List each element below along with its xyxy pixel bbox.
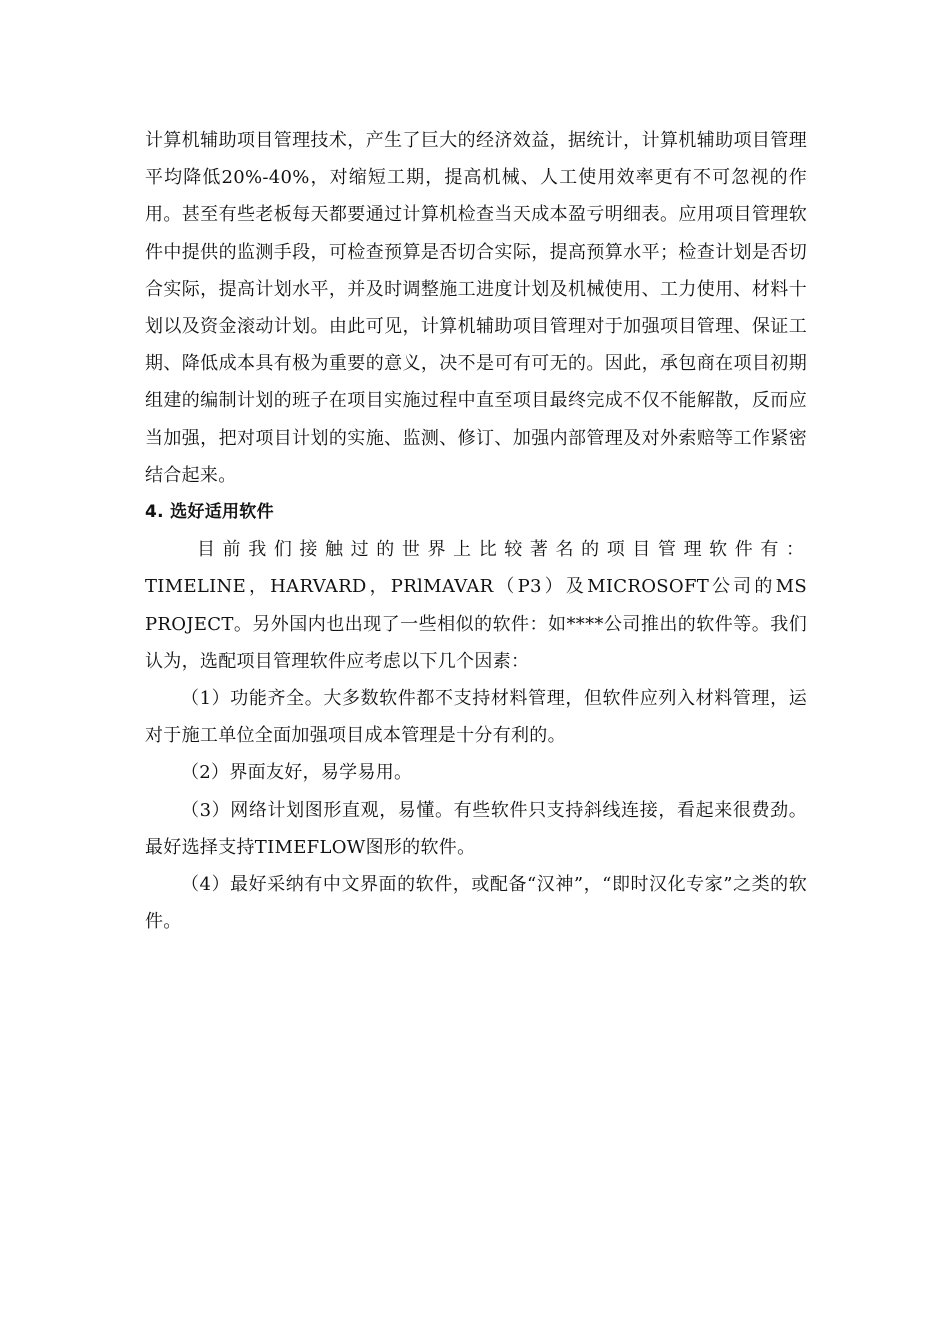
paragraph-software-list-first-line: 目前我们接触过的世界上比较著名的项目管理软件有： bbox=[197, 539, 807, 561]
section-heading-choose-software: 4. 选好适用软件 bbox=[145, 502, 274, 523]
paragraph-computer-aided-management: 计算机辅助项目管理技术，产生了巨大的经济效益，据统计，计算机辅助项目管理平均降低20%-40%，对缩短工期，提高机械、人工使用效率更有不可忽视的作用。甚至有些老板每天都要通过计算机检查当天成本盈亏明细表。应用项目管理软件中提供的监测手段，可检查预算是否切合实际，提高预算水平；检查计划是否切合实际，提高计划水平，并及时调整施工进度计划及机械使用、工力使用、材料十划以及资金滚动计划。由此可见，计算机辅助项目管理对于加强项目管理、保证工期、降低成本具有极为重要的意义，决不是可有可无的。因此，承包商在项目初期组建的编制计划的班子在项目实施过程中直至项目最终完成不仅不能解散，反而应当加强，把对项目计划的实施、监测、修订、加强内部管理及对外索赔等工作紧密结合起来。 bbox=[145, 130, 807, 486]
document-body bbox=[145, 122, 807, 940]
list-item-friendly-interface: （2）界面友好，易学易用。 bbox=[181, 762, 413, 784]
list-item-chinese-interface: （4）最好采纳有中文界面的软件，或配备“汉神”，“即时汉化专家”之类的软件。 bbox=[145, 874, 807, 933]
paragraph-software-list bbox=[145, 531, 807, 680]
list-item-full-function: （1）功能齐全。大多数软件都不支持材料管理，但软件应列入材料管理，运对于施工单位全面加强项目成本管理是十分有利的。 bbox=[145, 688, 807, 747]
paragraph-software-list-rest: TIMELINE，HARVARD，PRlMAVAR（P3）及MICROSOFT公司的MS PROJECT。另外国内也出现了一些相似的软件：如****公司推出的软件等。我们认为，选配项目管理软件应考虑以下几个因素： bbox=[145, 576, 807, 672]
list-item-network-graph: （3）网络计划图形直观，易懂。有些软件只支持斜线连接，看起来很费劲。最好选择支持TIMEFLOW图形的软件。 bbox=[145, 799, 807, 858]
